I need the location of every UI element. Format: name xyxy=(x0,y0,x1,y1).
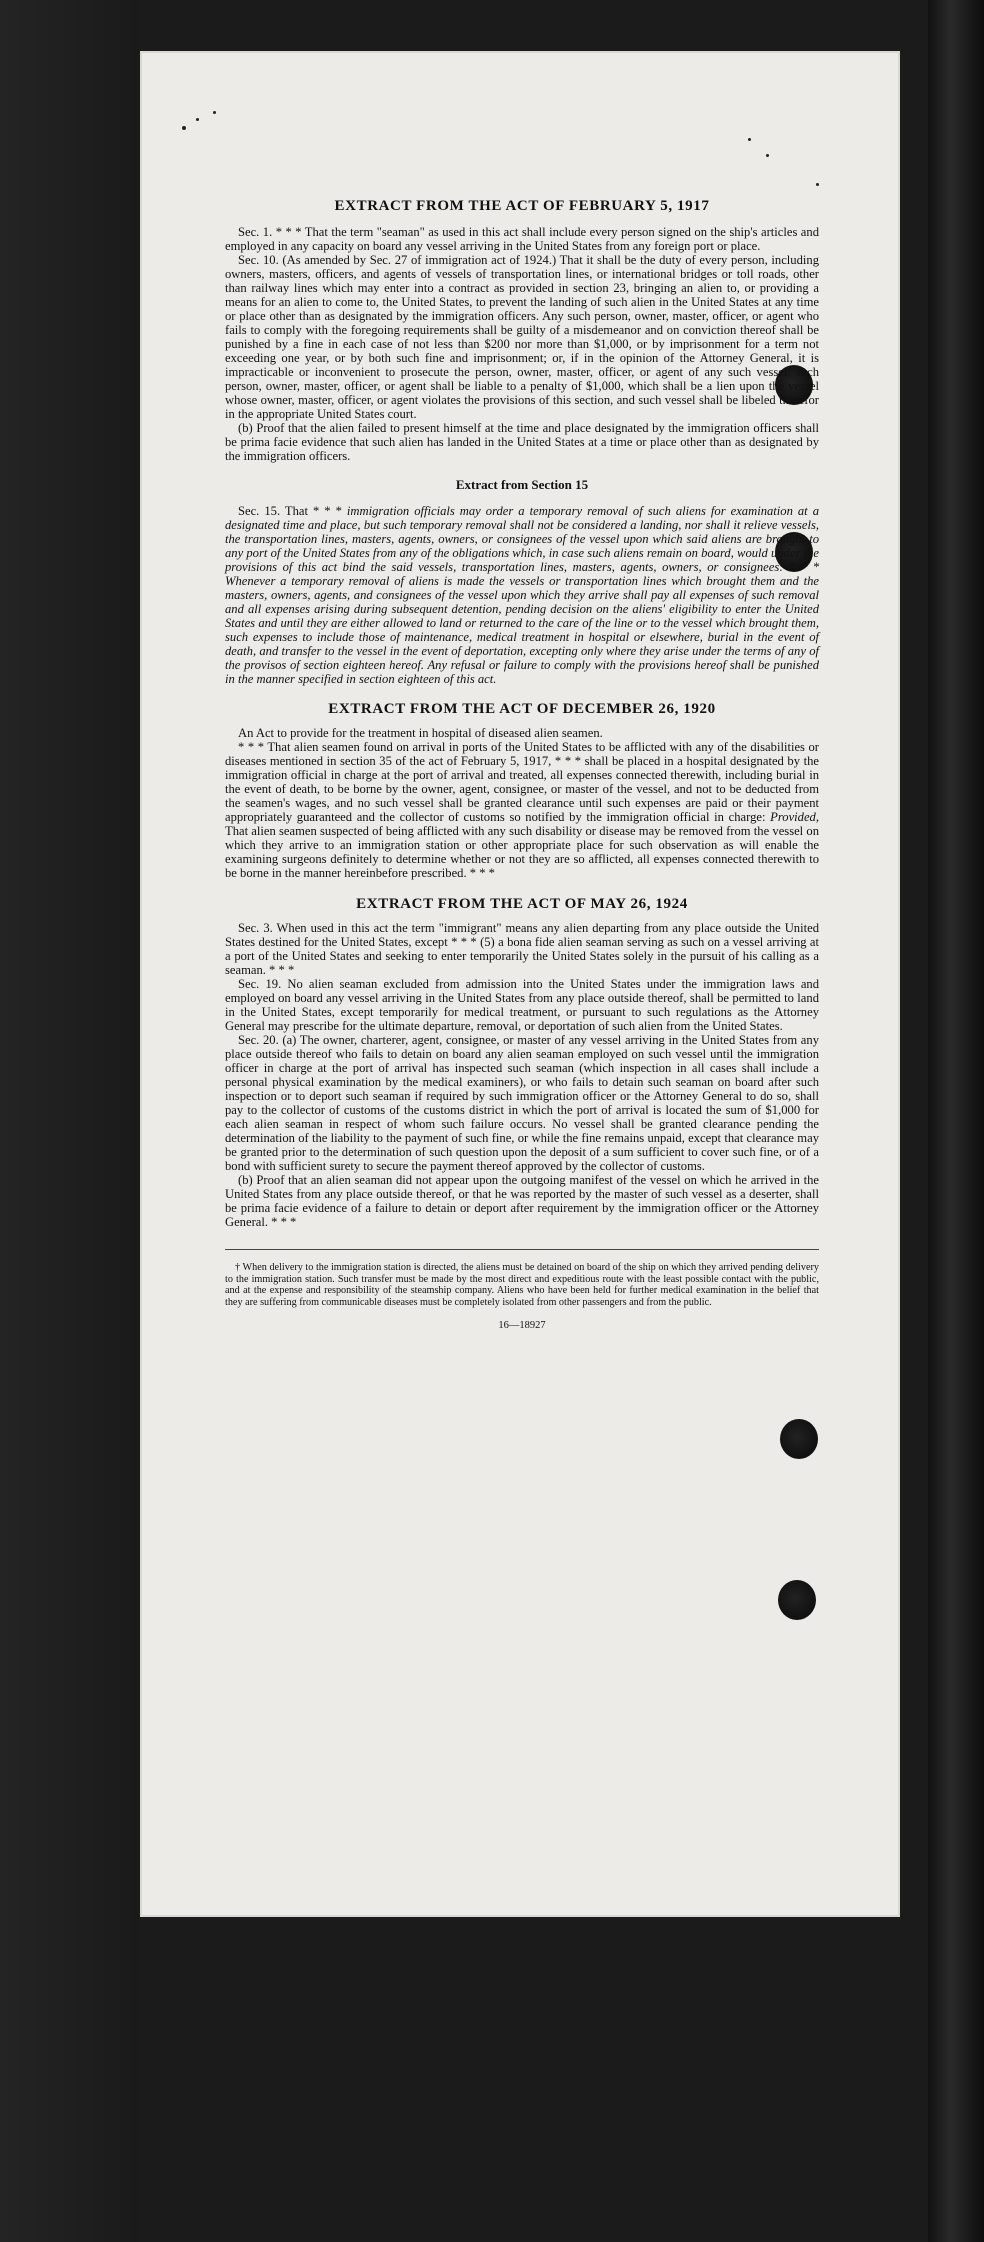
hospital-treatment-tail: That alien seamen suspected of being afflicted with any such disability or disease may be removed from the vessel on which they arrive to an immigration station or other appropriate place for such observation as will enable the examining surgeons definitely to determine whether or not they are so afflicted, all expenses connected therewith to be borne in the manner hereinbefore prescribed. * * * xyxy=(225,824,819,880)
hospital-treatment-text: * * * That alien seamen found on arrival in ports of the United States to be afflicted with any of the disabilities or diseases mentioned in section 35 of the act of February 5, 1917, * * * shall be placed in a hospital designated by the immigration official in charge at the port of arrival and treated, all expenses connected therewith, including burial in the event of death, to be borne by the owner, agent, consignee, or master of the vessel, and not to be deducted from the seamen's wages, and no such vessel shall be granted clearance until such expenses are paid or their payment appropriately guaranteed and the collector of customs so notified by the immigration official in charge: xyxy=(225,740,819,824)
section-title-1924: EXTRACT FROM THE ACT OF MAY 26, 1924 xyxy=(356,896,688,912)
sec-15-lead: Sec. 15. That * * * xyxy=(238,504,342,518)
paragraph-sec-20-b: (b) Proof that an alien seaman did not appear upon the outgoing manifest of the vessel on which he arrived in the United States from any place outside thereof, or that he was reported by the master of such vessel as a deserter, shall be prima facie evidence of a failure to detain or deport after requirement by the immigration officer or the Attorney General. * * * xyxy=(225,1173,819,1229)
paragraph-sec-20-a: Sec. 20. (a) The owner, charterer, agent, consignee, or master of any vessel arriving in the United States from any place outside thereof who fails to detain on board any alien seaman employed on such vessel until the immigration officer in charge at the port of arrival has inspected such seaman (which inspection in all cases shall include a personal physical examination by the medical examiners), or who fails to detain such seaman on board after such inspection or to deport such seaman if required by such immigration officer or the Attorney General to do so, shall pay to the collector of customs of the customs district in which the port of arrival is located the sum of $1,000 for each alien seaman in respect of whom such failure occurs. No vessel shall be granted clearance pending the determination of the liability to the payment of such fine, or while the fine remains unpaid, except that clearance may be granted prior to the determination of such question upon the deposit of a sum sufficient to cover such fine, or of a bond with sufficient surety to secure the payment thereof approved by the collector of customs. xyxy=(225,1033,819,1173)
scan-speck xyxy=(196,118,199,121)
scan-background-right xyxy=(928,0,984,2242)
scan-background-left xyxy=(0,0,140,2242)
scan-speck xyxy=(816,183,819,186)
paragraph-sec-19: Sec. 19. No alien seaman excluded from admission into the United States under the immigration laws and employed on board any vessel arriving in the United States from any place outside thereof, shall be permitted to land in the United States, except temporarily for medical treatment, or pursuant to such regulations as the Attorney General may prescribe for the ultimate departure, removal, or deportation of such alien from the United States. xyxy=(225,977,819,1033)
scan-speck xyxy=(766,154,769,157)
paragraph-sec-1: Sec. 1. * * * That the term "seaman" as used in this act shall include every person signed on the ship's articles and employed in any capacity on board any vessel arriving in the United States from any foreign port or place. xyxy=(225,225,819,253)
page-number: 16—18927 xyxy=(498,1320,546,1332)
punch-hole xyxy=(780,1419,818,1459)
paragraph-sec-10-b: (b) Proof that the alien failed to present himself at the time and place designated by the immigration officers shall be prima facie evidence that such alien has landed in the United States at a time or place other than as designated by the immigration officers. xyxy=(225,421,819,463)
paragraph-sec-15 xyxy=(225,504,819,686)
extract-heading-section-15: Extract from Section 15 xyxy=(455,477,589,492)
section-title-1917: EXTRACT FROM THE ACT OF FEBRUARY 5, 1917 xyxy=(334,198,710,214)
paragraph-hospital-treatment xyxy=(225,740,819,880)
scan-speck xyxy=(182,126,186,130)
document-content xyxy=(225,198,819,1331)
punch-hole xyxy=(778,1580,816,1620)
section-title-1920: EXTRACT FROM THE ACT OF DECEMBER 26, 1920 xyxy=(328,701,716,717)
footnote-divider xyxy=(225,1249,819,1250)
section-body-1917 xyxy=(225,225,819,463)
document-page xyxy=(142,53,898,1915)
sec-15-italic-text: immigration officials may order a temporary removal of such aliens for examination at a designated time and place, but such temporary removal shall not be considered a landing, nor shall it relieve vessels, the transportation lines, masters, agents, owners, or consignees of the vessel upon which said aliens are brought to any port of the United States from any of the obligations which, in case such aliens remain on board, would under the provisions of this act bind the said vessels, transportation lines, masters, agents, owners, or consignees: * * * Whenever a temporary removal of aliens is made the vessels or transportation lines which brought them and the masters, owners, agents, and consignees of the vessel upon which they arrive shall pay all expenses of such removal and all expenses arising during subsequent detention, pending decision on the aliens' eligibility to enter the United States and until they are either allowed to land or returned to the care of the line or to the vessel which brought them, such expenses to include those of maintenance, medical treatment in hospital or elsewhere, burial in the event of death, and transfer to the vessel in the event of deportation, excepting only where they arise under the terms of any of the provisos of section eighteen hereof. Any refusal or failure to comply with the provisions hereof shall be punished in the manner specified in section eighteen of this act. xyxy=(225,504,819,686)
paragraph-sec-10: Sec. 10. (As amended by Sec. 27 of immigration act of 1924.) That it shall be the duty of every person, including owners, masters, officers, and agents of vessels of transportation lines, or international bridges or toll roads, other than railway lines which may enter into a contract as provided in section 23, bringing an alien to, or providing a means for an alien to come to, the United States, to prevent the landing of such alien in the United States at any time or place other than as designated by the immigration officers. Any such person, owner, master, officer, or agent who fails to comply with the foregoing requirements shall be guilty of a misdemeanor and on conviction thereof shall be punished by a fine in each case of not less than $200 nor more than $1,000, or by imprisonment for a term not exceeding one year, or by both such fine and imprisonment; or, if in the opinion of the Attorney General, it is impracticable or inconvenient to prosecute the person, owner, master, officer, or agent of any such vessel, such person, owner, master, officer, or agent shall be liable to a penalty of $1,000, which shall be a lien upon the vessel whose owner, master, officer, or agent violates the provisions of this section, and such vessel shall be libeled therefor in the appropriate United States court. xyxy=(225,253,819,421)
paragraph-act-title: An Act to provide for the treatment in hospital of diseased alien seamen. xyxy=(238,726,603,740)
footnote: † When delivery to the immigration station is directed, the aliens must be detained on board of the ship on which they arrived pending delivery to the immigration station. Such transfer must be made by the most direct and expeditious route with the least possible contact with the public, and at the expense and responsibility of the steamship company. Aliens who have been held for further medical examination in the belief that they are suffering from communicable diseases must be completely isolated from other passengers and from the public. xyxy=(225,1262,819,1308)
scan-speck xyxy=(748,138,751,141)
paragraph-sec-3: Sec. 3. When used in this act the term "immigrant" means any alien departing from any place outside the United States destined for the United States, except * * * (5) a bona fide alien seaman serving as such on a vessel arriving at a port of the United States and seeking to enter temporarily the United States solely in the pursuit of his calling as a seaman. * * * xyxy=(225,921,819,977)
proviso-label: Provided, xyxy=(770,810,819,824)
scan-speck xyxy=(213,111,216,114)
